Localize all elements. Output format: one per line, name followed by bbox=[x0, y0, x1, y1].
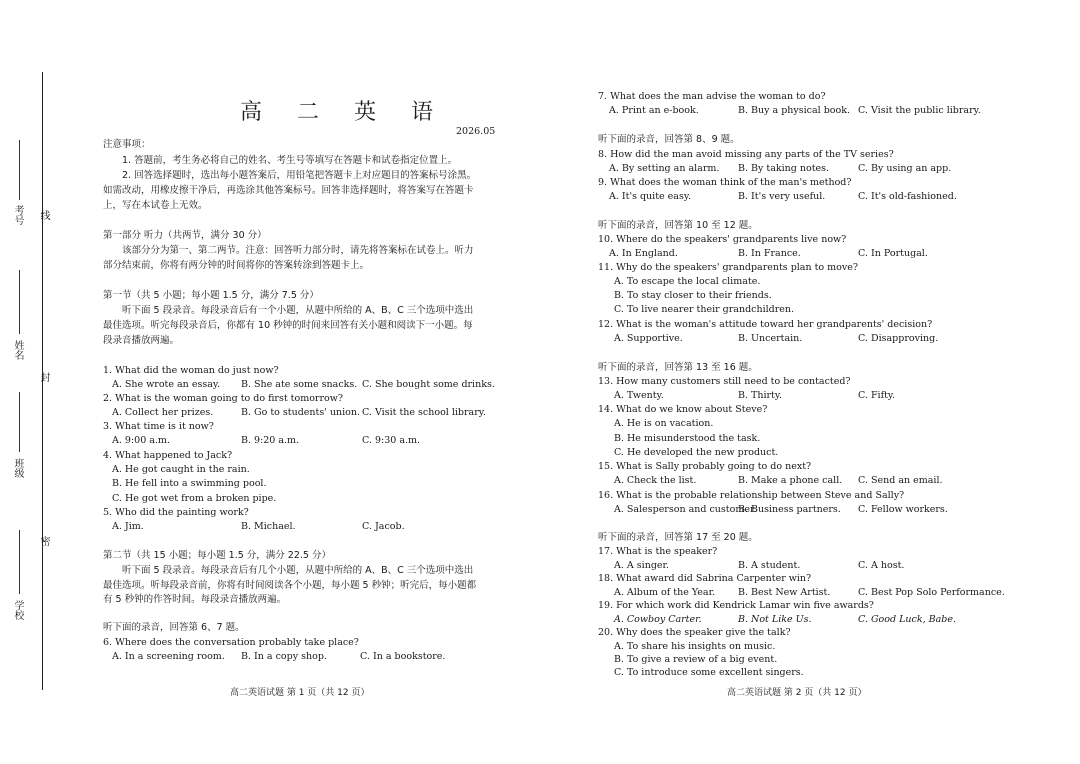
exam-date: 2026.05 bbox=[456, 126, 496, 137]
listen-17-20: 听下面的录音，回答第 17 至 20 题。 bbox=[598, 532, 758, 543]
q7-option-a: A. Print an e-book. bbox=[609, 105, 699, 116]
q19-option-c: C. Good Luck, Babe. bbox=[858, 614, 957, 625]
binding-xingming-label: 姓名 bbox=[12, 340, 23, 360]
q7-option-b: B. Buy a physical book. bbox=[738, 105, 851, 116]
q18-option-a: A. Album of the Year. bbox=[614, 587, 716, 598]
q16-option-b: B. Business partners. bbox=[738, 504, 841, 515]
q11-option-a: A. To escape the local climate. bbox=[614, 276, 761, 287]
listen-10-12: 听下面的录音，回答第 10 至 12 题。 bbox=[598, 220, 758, 231]
question-4: 4. What happened to Jack? bbox=[103, 450, 233, 461]
q2-option-a: A. Collect her prizes. bbox=[112, 407, 214, 418]
binding-banji-label: 班级 bbox=[12, 458, 23, 478]
section2-instruction-b: 最佳选项。听每段录音前，你将有时间阅读各个小题，每小题 5 秒钟；听完后，每小题都 bbox=[103, 580, 477, 591]
q14-option-c: C. He developed the new product. bbox=[614, 447, 779, 458]
q12-option-a: A. Supportive. bbox=[614, 333, 683, 344]
binding-kaohao-label: 考号 bbox=[12, 205, 23, 225]
q10-option-b: B. In France. bbox=[738, 248, 801, 259]
q9-option-a: A. It's quite easy. bbox=[609, 191, 691, 202]
q16-option-c: C. Fellow workers. bbox=[858, 504, 948, 515]
question-9: 9. What does the woman think of the man's method? bbox=[598, 177, 852, 188]
binding-xuexiao-label: 学校 bbox=[12, 600, 23, 620]
q17-option-b: B. A student. bbox=[738, 560, 801, 571]
q16-option-a: A. Salesperson and customer. bbox=[614, 504, 757, 515]
q5-option-c: C. Jacob. bbox=[362, 521, 405, 532]
question-10: 10. Where do the speakers' grandparents live now? bbox=[598, 234, 847, 245]
section1-instruction-b: 最佳选项。听完每段录音后，你都有 10 秒钟的时间来回答有关小题和阅读下一小题。每 bbox=[103, 320, 473, 331]
section1-instruction-c: 段录音播放两遍。 bbox=[103, 335, 180, 346]
q4-option-b: B. He fell into a swimming pool. bbox=[112, 478, 267, 489]
question-16: 16. What is the probable relationship between Steve and Sally? bbox=[598, 490, 905, 501]
q4-option-a: A. He got caught in the rain. bbox=[112, 464, 250, 475]
kaohao-blank bbox=[19, 140, 20, 200]
binding-feng-label: 封 bbox=[38, 372, 49, 382]
part1-instruction-b: 部分结束前，你将有两分钟的时间将你的答案转涂到答题卡上。 bbox=[103, 260, 370, 271]
q9-option-b: B. It's very useful. bbox=[738, 191, 826, 202]
xuexiao-blank bbox=[19, 530, 20, 594]
q11-option-b: B. To stay closer to their friends. bbox=[614, 290, 772, 301]
q6-option-c: C. In a bookstore. bbox=[360, 651, 446, 662]
question-3: 3. What time is it now? bbox=[103, 421, 214, 432]
q10-option-a: A. In England. bbox=[609, 248, 678, 259]
exam-title: 高 二 英 语 bbox=[240, 100, 447, 125]
notice-item-2c: 上，写在本试卷上无效。 bbox=[103, 200, 208, 211]
section1-instruction-a: 听下面 5 段录音。每段录音后有一个小题，从题中所给的 A、B、C 三个选项中选出 bbox=[122, 305, 474, 316]
xingming-blank bbox=[19, 270, 20, 334]
q20-option-a: A. To share his insights on music. bbox=[614, 641, 776, 652]
q1-option-c: C. She bought some drinks. bbox=[362, 379, 495, 390]
q17-option-a: A. A singer. bbox=[614, 560, 670, 571]
banji-blank bbox=[19, 392, 20, 452]
q14-option-b: B. He misunderstood the task. bbox=[614, 433, 761, 444]
q4-option-c: C. He got wet from a broken pipe. bbox=[112, 493, 277, 504]
q15-option-c: C. Send an email. bbox=[858, 475, 943, 486]
q11-option-c: C. To live nearer their grandchildren. bbox=[614, 304, 795, 315]
q18-option-b: B. Best New Artist. bbox=[738, 587, 831, 598]
question-1: 1. What did the woman do just now? bbox=[103, 365, 279, 376]
right-page-footer: 高二英语试题 第 2 页（共 12 页） bbox=[727, 688, 867, 698]
question-20: 20. Why does the speaker give the talk? bbox=[598, 627, 791, 638]
section2-heading: 第二节（共 15 小题；每小题 1.5 分，满分 22.5 分） bbox=[103, 550, 331, 561]
q20-option-b: B. To give a review of a big event. bbox=[614, 654, 778, 665]
q19-option-a: A. Cowboy Carter. bbox=[614, 614, 702, 625]
q3-option-b: B. 9:20 a.m. bbox=[241, 435, 300, 446]
listen-6-7: 听下面的录音，回答第 6、7 题。 bbox=[103, 622, 245, 633]
q3-option-a: A. 9:00 a.m. bbox=[112, 435, 170, 446]
binding-xian-label: 线 bbox=[38, 210, 49, 220]
question-7: 7. What does the man advise the woman to do? bbox=[598, 91, 826, 102]
q6-option-b: B. In a copy shop. bbox=[241, 651, 327, 662]
question-12: 12. What is the woman's attitude toward her grandparents' decision? bbox=[598, 319, 933, 330]
question-13: 13. How many customers still need to be contacted? bbox=[598, 376, 851, 387]
notice-item-2b: 如需改动，用橡皮擦干净后，再选涂其他答案标号。回答非选择题时，将答案写在答题卡 bbox=[103, 185, 474, 196]
q8-option-a: A. By setting an alarm. bbox=[609, 163, 720, 174]
q13-option-c: C. Fifty. bbox=[858, 390, 896, 401]
question-11: 11. Why do the speakers' grandparents plan to move? bbox=[598, 262, 858, 273]
listen-13-16: 听下面的录音，回答第 13 至 16 题。 bbox=[598, 362, 758, 373]
q2-option-c: C. Visit the school library. bbox=[362, 407, 486, 418]
q12-option-b: B. Uncertain. bbox=[738, 333, 803, 344]
part1-heading: 第一部分 听力（共两节，满分 30 分） bbox=[103, 230, 267, 241]
q15-option-a: A. Check the list. bbox=[614, 475, 697, 486]
section2-instruction-a: 听下面 5 段录音。每段录音后有几个小题，从题中所给的 A、B、C 三个选项中选出 bbox=[122, 565, 474, 576]
q13-option-a: A. Twenty. bbox=[614, 390, 664, 401]
question-8: 8. How did the man avoid missing any parts of the TV series? bbox=[598, 149, 894, 160]
q2-option-b: B. Go to students' union. bbox=[241, 407, 360, 418]
binding-mi-label: 密 bbox=[38, 536, 49, 546]
q5-option-b: B. Michael. bbox=[241, 521, 296, 532]
question-17: 17. What is the speaker? bbox=[598, 546, 718, 557]
q6-option-a: A. In a screening room. bbox=[112, 651, 225, 662]
q14-option-a: A. He is on vacation. bbox=[614, 418, 714, 429]
q9-option-c: C. It's old-fashioned. bbox=[858, 191, 957, 202]
q8-option-b: B. By taking notes. bbox=[738, 163, 830, 174]
notice-item-2a: 2. 回答选择题时，选出每小题答案后，用铅笔把答题卡上对应题目的答案标号涂黑。 bbox=[122, 170, 477, 181]
question-18: 18. What award did Sabrina Carpenter win? bbox=[598, 573, 812, 584]
section1-heading: 第一节（共 5 小题；每小题 1.5 分，满分 7.5 分） bbox=[103, 290, 319, 301]
question-5: 5. Who did the painting work? bbox=[103, 507, 249, 518]
q19-option-b: B. Not Like Us. bbox=[738, 614, 812, 625]
part1-instruction-a: 该部分分为第一、第二两节。注意：回答听力部分时，请先将答案标在试卷上。听力 bbox=[122, 245, 474, 256]
q13-option-b: B. Thirty. bbox=[738, 390, 782, 401]
q1-option-a: A. She wrote an essay. bbox=[112, 379, 220, 390]
notice-item-1: 1. 答题前，考生务必将自己的姓名、考生号等填写在答题卡和试卷指定位置上。 bbox=[122, 155, 458, 166]
q17-option-c: C. A host. bbox=[858, 560, 905, 571]
question-19: 19. For which work did Kendrick Lamar win five awards? bbox=[598, 600, 874, 611]
question-14: 14. What do we know about Steve? bbox=[598, 404, 768, 415]
q7-option-c: C. Visit the public library. bbox=[858, 105, 981, 116]
q20-option-c: C. To introduce some excellent singers. bbox=[614, 667, 804, 678]
notice-heading: 注意事项： bbox=[103, 139, 151, 150]
listen-8-9: 听下面的录音，回答第 8、9 题。 bbox=[598, 134, 740, 145]
question-2: 2. What is the woman going to do first tomorrow? bbox=[103, 393, 343, 404]
q5-option-a: A. Jim. bbox=[112, 521, 144, 532]
left-page-footer: 高二英语试题 第 1 页（共 12 页） bbox=[230, 688, 370, 698]
q15-option-b: B. Make a phone call. bbox=[738, 475, 843, 486]
q8-option-c: C. By using an app. bbox=[858, 163, 952, 174]
section2-instruction-c: 有 5 秒钟的作答时间。每段录音播放两遍。 bbox=[103, 594, 287, 605]
q12-option-c: C. Disapproving. bbox=[858, 333, 939, 344]
q1-option-b: B. She ate some snacks. bbox=[241, 379, 358, 390]
question-6: 6. Where does the conversation probably take place? bbox=[103, 637, 359, 648]
q3-option-c: C. 9:30 a.m. bbox=[362, 435, 421, 446]
q10-option-c: C. In Portugal. bbox=[858, 248, 928, 259]
question-15: 15. What is Sally probably going to do next? bbox=[598, 461, 812, 472]
q18-option-c: C. Best Pop Solo Performance. bbox=[858, 587, 1005, 598]
